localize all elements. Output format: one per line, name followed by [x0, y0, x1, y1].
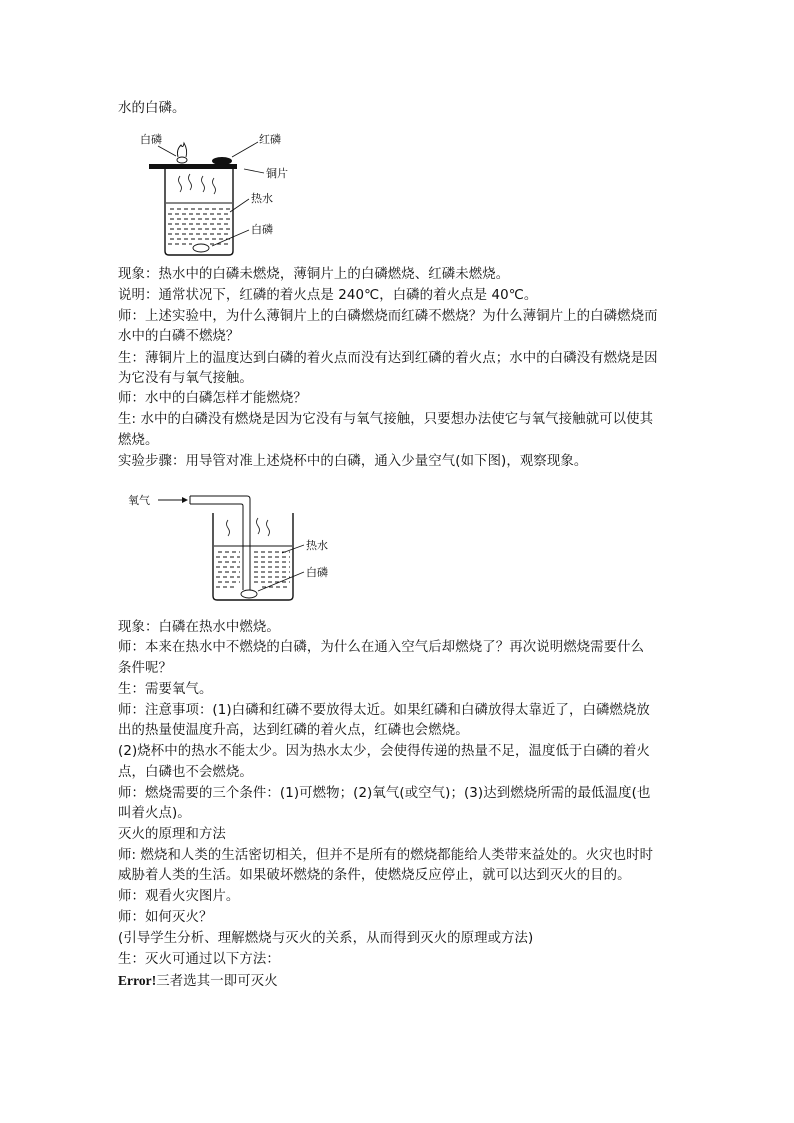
text-line: 威胁着人类的生活。如果破坏燃烧的条件，使燃烧反应停止，就可以达到灭火的目的。	[118, 868, 631, 883]
label-copper-plate: 铜片	[266, 167, 288, 180]
text-line: 师：水中的白磷怎样才能燃烧？	[118, 391, 307, 406]
text-line: (2)烧杯中的热水不能太少。因为热水太少，会使得传递的热量不足，温度低于白磷的着火	[118, 744, 650, 759]
text-line: 点，白磷也不会燃烧。	[118, 765, 253, 780]
text-line-last	[118, 971, 278, 992]
text-line: 为它没有与氧气接触。	[118, 371, 253, 386]
text-fragment: 三者选其一即可灭火	[156, 974, 278, 989]
text-line: 生：灭火可通过以下方法：	[118, 952, 280, 967]
text-line: 师：观看火灾图片。	[118, 889, 240, 904]
text-line: 师：燃烧需要的三个条件：(1)可燃物；(2)氧气(或空气)；(3)达到燃烧所需的最低温度(也	[118, 786, 651, 801]
text-line: 出的热量使温度升高，达到红磷的着火点，红磷也会燃烧。	[118, 723, 469, 738]
text-line: 水的白磷。	[118, 101, 186, 116]
text-line: 水中的白磷不燃烧？	[118, 329, 240, 344]
label-white-phosphorus: 白磷	[306, 566, 328, 579]
label-white-phosphorus-bottom: 白磷	[251, 223, 273, 236]
text-line: 现象：热水中的白磷未燃烧，薄铜片上的白磷燃烧、红磷未燃烧。	[118, 267, 510, 282]
label-oxygen: 氧气	[128, 494, 150, 507]
text-line: 师：如何灭火？	[118, 910, 213, 925]
text-line: 师：注意事项：(1)白磷和红磷不要放得太近。如果红磷和白磷放得太靠近了，白磷燃烧放	[118, 703, 650, 718]
text-line: 燃烧。	[118, 433, 159, 448]
error-field-text: Error!	[118, 973, 157, 988]
text-line: 师：本来在热水中不燃烧的白磷，为什么在通入空气后却燃烧了？再次说明燃烧需要什么	[118, 640, 645, 655]
text-line: 生：需要氧气。	[118, 682, 213, 697]
text-line: 现象：白磷在热水中燃烧。	[118, 620, 280, 635]
text-line: 条件呢？	[118, 661, 172, 676]
text-line: 说明：通常状况下，红磷的着火点是 240℃，白磷的着火点是 40℃。	[118, 288, 538, 303]
label-hot-water: 热水	[306, 539, 328, 552]
text-line: 生：薄铜片上的温度达到白磷的着火点而没有达到红磷的着火点；水中的白磷没有燃烧是因	[118, 351, 658, 366]
text-line: (引导学生分析、理解燃烧与灭火的关系，从而得到灭火的原理或方法)	[118, 931, 534, 946]
label-hot-water: 热水	[251, 192, 273, 205]
section-heading: 灭火的原理和方法	[118, 827, 226, 842]
text-line: 师：上述实验中，为什么薄铜片上的白磷燃烧而红磷不燃烧？为什么薄铜片上的白磷燃烧而	[118, 309, 658, 324]
text-line: 生: 水中的白磷没有燃烧是因为它没有与氧气接触，只要想办法使它与氧气接触就可以使其	[118, 412, 654, 427]
label-red-phosphorus: 红磷	[259, 133, 281, 146]
text-line: 师: 燃烧和人类的生活密切相关，但并不是所有的燃烧都能给人类带来益处的。火灾也时时	[118, 848, 654, 863]
text-line: 实验步骤：用导管对准上述烧杯中的白磷，通入少量空气(如下图)，观察现象。	[118, 454, 588, 469]
label-white-phosphorus-top: 白磷	[140, 133, 162, 146]
text-line: 叫着火点)。	[118, 806, 191, 821]
